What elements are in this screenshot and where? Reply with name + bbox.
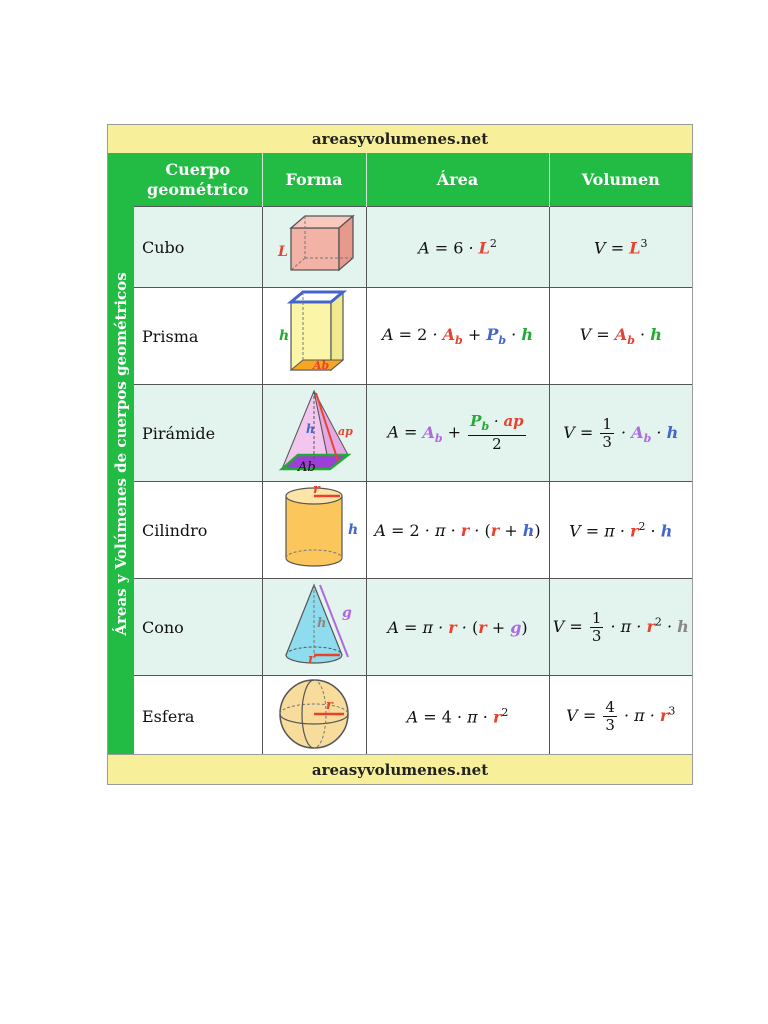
header-body: Cuerpo geométrico	[134, 153, 262, 207]
volume-formula: V = $\frac{4}{3}$ · $\pi \cdot r^3$	[549, 676, 692, 757]
row-name: Cubo	[134, 207, 262, 288]
area-formula: A = 2 · π · r · (r + h)	[366, 482, 549, 579]
shape-cell	[262, 385, 366, 482]
row-name: Cilindro	[134, 482, 262, 579]
shape-label: r	[313, 482, 320, 497]
shape-cell	[262, 676, 366, 757]
area-formula: $A = A_b$ + $\frac{P_b \cdot ap}{2}$	[366, 385, 549, 482]
cube-icon	[269, 208, 359, 283]
formula-card	[107, 124, 693, 785]
shape-label: Ab	[313, 359, 330, 372]
shape-label: ap	[338, 425, 353, 438]
table-row	[134, 676, 692, 757]
table-row	[134, 385, 692, 482]
site-name: areasyvolumenes.net	[311, 130, 489, 148]
area-formula: $A = 2 \cdot A_b + P_b \cdot h$	[366, 288, 549, 385]
sphere-icon	[272, 676, 356, 752]
table-row	[134, 482, 692, 579]
volume-formula: $V = A_b \cdot h$	[549, 288, 692, 385]
header-area: Área	[366, 153, 549, 207]
shape-label: h	[317, 616, 327, 631]
cone-icon	[268, 579, 360, 671]
volume-formula: $V = \pi \cdot r^2 \cdot h$	[549, 482, 692, 579]
shape-cell	[262, 482, 366, 579]
site-footer	[108, 754, 692, 784]
row-name: Pirámide	[134, 385, 262, 482]
header-row	[134, 153, 692, 207]
table-row	[134, 207, 692, 288]
row-name: Prisma	[134, 288, 262, 385]
shape-cell	[262, 288, 366, 385]
header-shape: Forma	[262, 153, 366, 207]
prism-icon	[269, 288, 359, 380]
side-title: Áreas y Volúmenes de cuerpos geométricos	[112, 272, 130, 636]
volume-formula: V = $\frac{1}{3}$ · $A_b \cdot h$	[549, 385, 692, 482]
table-row	[134, 579, 692, 676]
site-name: areasyvolumenes.net	[311, 760, 489, 779]
pyramid-icon	[268, 385, 360, 477]
volume-formula: V = $\frac{1}{3}$ · $\pi \cdot r^2 \cdot h$	[549, 579, 692, 676]
formula-table	[134, 153, 692, 756]
shape-label: r	[326, 698, 333, 713]
shape-label: L	[278, 243, 288, 260]
shape-label: h	[279, 328, 290, 344]
shape-label: h	[348, 522, 359, 538]
area-formula: $A = 4 \cdot \pi \cdot r^2$	[366, 676, 549, 757]
cylinder-icon	[268, 482, 360, 574]
table-row	[134, 288, 692, 385]
row-name: Cono	[134, 579, 262, 676]
shape-label: h	[306, 422, 315, 436]
shape-cell	[262, 579, 366, 676]
shape-label: r	[308, 652, 315, 667]
area-formula: A = π · r · (r + g)	[366, 579, 549, 676]
header-volume: Volumen	[549, 153, 692, 207]
volume-formula: $V = L^3$	[549, 207, 692, 288]
area-formula: $A = 6 \cdot L^2$	[366, 207, 549, 288]
shape-cell	[262, 207, 366, 288]
shape-label: Ab	[298, 460, 316, 475]
side-title-bar	[108, 153, 134, 756]
shape-label: g	[342, 605, 352, 621]
site-header	[108, 125, 692, 154]
row-name: Esfera	[134, 676, 262, 757]
